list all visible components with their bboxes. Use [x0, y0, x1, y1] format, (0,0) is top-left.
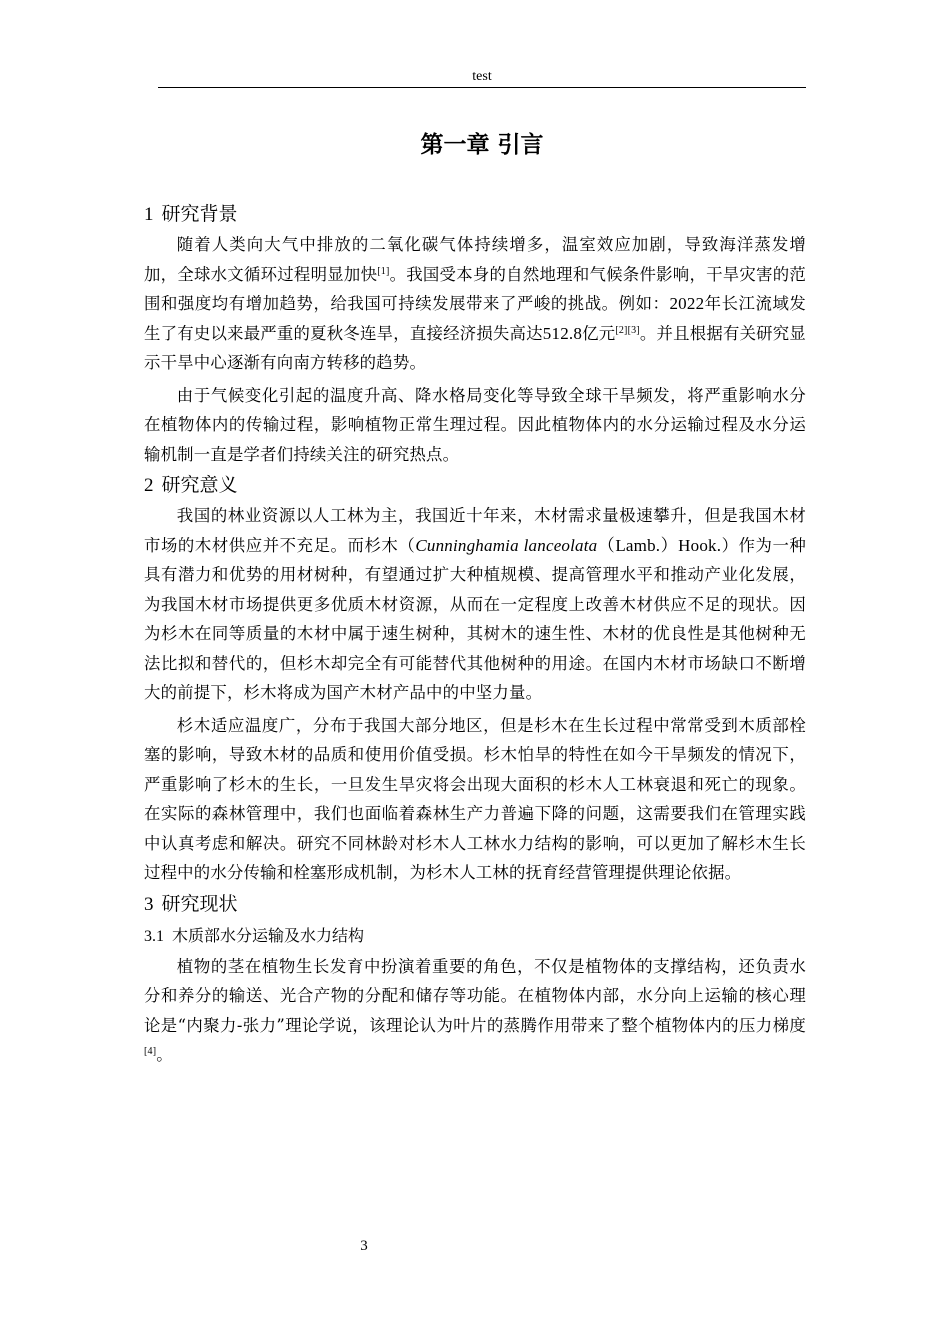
text-run: 植物的茎在植物生长发育中扮演着重要的角色，不仅是植物体的支撑结构，还负责水分和养分的输送、光合产物的分配和储存等功能。在植物体内部，水分向上运输的核心理论是“内聚力-张力”理论学说，该理论认为叶片的蒸腾作用带来了整个植物体内的压力梯度	[144, 956, 806, 1035]
paragraph	[144, 952, 806, 1070]
text-run: 年长江流域发生了有史以来最严重的夏秋冬连旱，直接经济损失高达	[144, 294, 807, 343]
section-heading-significance	[144, 469, 806, 501]
section-number: 1	[144, 204, 154, 225]
section-title: 研究意义	[161, 474, 238, 496]
section-heading-background	[144, 198, 806, 230]
section-number: 2	[144, 475, 154, 496]
amount: 512.8	[542, 323, 583, 343]
citation[interactable]: [4]	[144, 1046, 157, 1057]
text-run: 。我国受本身的自然地理和气候条件影响，干旱灾害的范围和强度均有增加趋势，给我国可持续发展带来了严峻的挑战。例如：	[144, 264, 806, 313]
section-title: 研究背景	[161, 203, 238, 225]
paragraph: 杉木适应温度广，分布于我国大部分地区，但是杉木在生长过程中常常受到木质部栓塞的影响，导致木材的品质和使用价值受损。杉木怕旱的特性在如今干旱频发的情况下，严重影响了杉木的生长，一旦发生旱灾将会出现大面积的杉木人工林衰退和死亡的现象。在实际的森林管理中，我们也面临着森林生产力普遍下降的问题，这需要我们在管理实践中认真考虑和解决。研究不同林龄对杉木人工林水力结构的影响，可以更加了解杉木生长过程中的水分传输和栓塞形成机制，为杉木人工林的抚育经营管理提供理论依据。	[144, 715, 806, 882]
text-run: 我国的林业资源以人工林为主，我国近十年来，木材需求量极速攀升，但是我国木材市场的木材供应并不充足。而杉木（	[144, 506, 806, 555]
year: 2022	[669, 294, 705, 313]
citation[interactable]: [1]	[377, 265, 390, 277]
subsection-title: 木质部水分运输及水力结构	[172, 925, 365, 945]
running-header: test	[472, 69, 492, 84]
text-run: 。	[156, 1045, 173, 1064]
chapter-title: 第一章 引言	[420, 132, 544, 158]
species-name: Cunninghamia lanceolata	[415, 535, 598, 555]
body-content	[144, 198, 806, 1070]
subsection-heading	[144, 920, 806, 952]
section-number: 3	[144, 893, 154, 915]
header-rule	[158, 87, 806, 88]
text-run: 。并且根据有关研究显示干旱中心逐渐有向南方转移的趋势。	[144, 323, 807, 372]
subsection-number: 3.1	[144, 927, 164, 945]
paragraph: 由于气候变化引起的温度升高、降水格局变化等导致全球干旱频发，将严重影响水分在植物体内的传输过程，影响植物正常生理过程。因此植物体内的水分运输过程及水分运输机制一直是学者们持续关注的研究热点。	[144, 385, 806, 464]
text-run: 亿元	[582, 323, 616, 343]
text-run: 随着人类向大气中排放的二氧化碳气体持续增多，温室效应加剧，导致海洋蒸发增加，全球水文循环过程明显加快	[144, 235, 806, 284]
paragraph	[144, 501, 806, 708]
species-author: （Lamb.）Hook.	[597, 535, 722, 555]
section-title: 研究现状	[161, 892, 238, 915]
citation[interactable]: [2][3]	[615, 324, 640, 336]
page-number: 3	[360, 1238, 368, 1254]
paragraph	[144, 230, 806, 378]
text-run: ）作为一种具有潜力和优势的用材树种，有望通过扩大种植规模、提高管理水平和推动产业化发展，为我国木材市场提供更多优质木材资源，从而在一定程度上改善木材供应不足的现状。因为杉木在同等质量的木材中属于速生树种，其树木的速生性、木材的优良性是其他树种无法比拟和替代的，但杉木却完全有可能替代其他树种的用途。在国内木材市场缺口不断增大的前提下，杉木将成为国产木材产品中的中坚力量。	[144, 535, 806, 702]
section-heading-status	[144, 888, 806, 920]
